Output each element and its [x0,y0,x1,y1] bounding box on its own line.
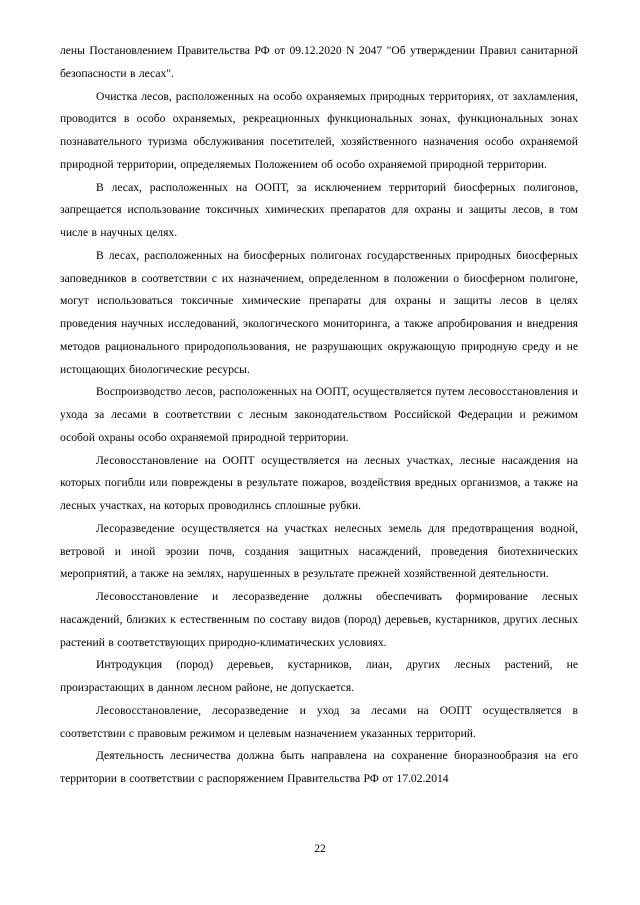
paragraph-introduction: Интродукция (пород) деревьев, кустарников, лиан, других лесных растений, не произрастающих в данном лесном районе, не допускается. [60,658,578,694]
paragraph-cleanup: Очистка лесов, расположенных на особо охраняемых природных территориях, от захламления, проводится в особо охраняемых, рекреационных функциональных зонах, функциональных зонах познавательного туризма обслуживания посетителей, хозяйственного назначения особо охраняемой природной территории, определяемых Положением об особо охраняемой природной территории. [60,89,578,171]
paragraph-legal-regime: Лесовосстановление, лесоразведение и уход за лесами на ООПТ осуществляется в соответствии с правовым режимом и целевым назначением указанных территорий. [60,703,578,740]
paragraph-reforestation: Лесовосстановление на ООПТ осуществляется на лесных участках, лесные насаждения на которых погибли или повреждены в результате пожаров, воздействия вредных организмов, а также на лесных участках, на которых проводилнсь сплошные рубки. [60,453,578,512]
paragraph-reproduction: Воспроизводство лесов, расположенных на ООПТ, осуществляется путем лесовосстановления и ухода за лесами в соответствии с лесным законодательством Российской Федерации и режимом особой охраны особо охраняемой природной территории. [60,385,578,444]
page-number: 22 [314,842,326,855]
paragraph-biodiversity: Деятельность лесничества должна быть направлена на сохранение биоразнообразия на его территории в соответствии с распоряжением Правительства РФ от 17.02.2014 [60,749,578,785]
paragraph-composition: Лесовосстановление и лесоразведение должны обеспечивать формирование лесных насаждений, близких к естественным по составу видов (пород) деревьев, кустарников, других лесных растений в соответствующих природно-климатических условиях. [60,590,578,649]
paragraph-afforestation: Лесоразведение осуществляется на участках нелесных земель для предотвращения водной, ветровой и иной эрозии почв, создания защитных насаждений, проведения биотехнических мероприятий, а также на землях, нарушенных в результате прежней хозяйственной деятельности. [60,521,578,581]
paragraph-continuation: лены Постановлением Правительства РФ от 09.12.2020 N 2047 "Об утверждении Правил санитарной безопасности в лесах". [60,44,578,80]
paragraph-toxic-ban: В лесах, расположенных на ООПТ, за исключением территорий биосферных полигонов, запрещается использование токсичных химических препаратов для охраны и защиты лесов, в том числе в научных целях. [60,180,578,239]
paragraph-biosphere-polygons: В лесах, расположенных на биосферных полигонах государственных природных биосферных заповедников в соответствии с их назначением, определенном в положении о биосферном полигоне, могут использоваться токсичные химические препараты для охраны и защиты лесов в целях проведения научных исследований, экологического мониторинга, а также апробирования и внедрения методов рационального природопользования, не разрушающих окружающую природную среду и не истощающих биологические ресурсы. [60,248,578,376]
document-body [60,40,578,791]
